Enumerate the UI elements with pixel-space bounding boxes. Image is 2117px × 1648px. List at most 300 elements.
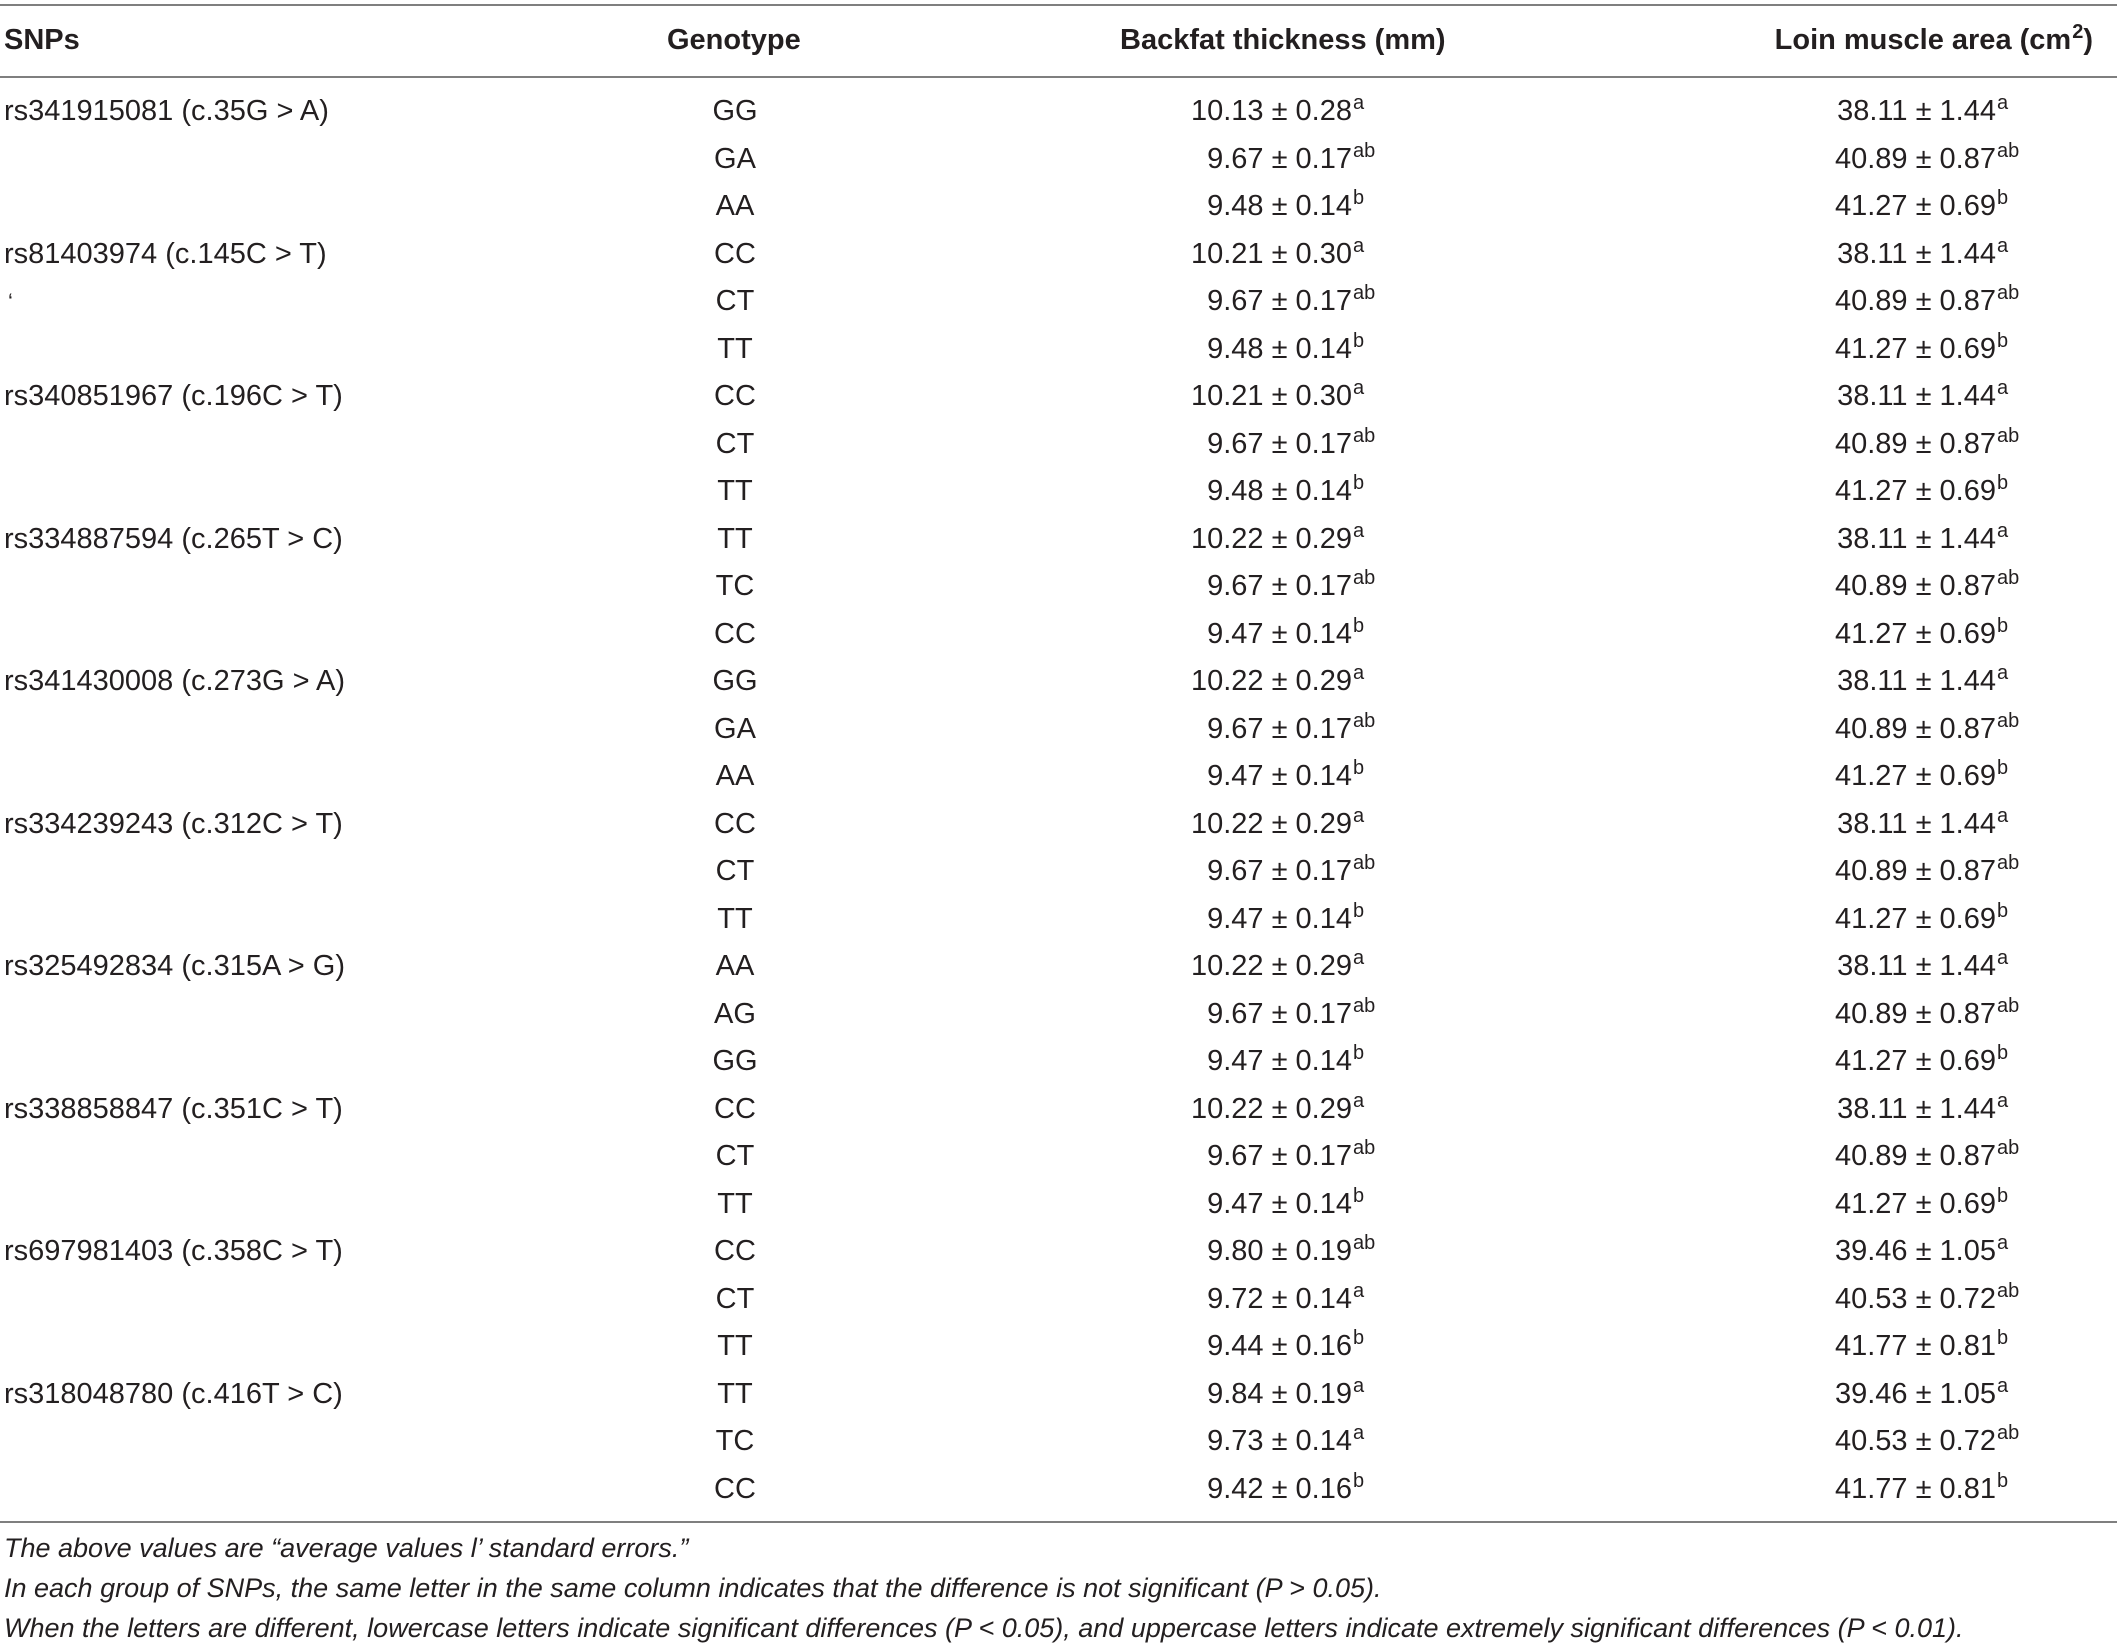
loin-area-cell-value: 38.11 ± 1.44 (1837, 237, 1996, 270)
genotype-text: TT (717, 1330, 753, 1362)
loin-area-cell-sup-box (1996, 1276, 2032, 1327)
backfat-cell-superscript: a (1353, 377, 1365, 399)
loin-area-cell-superscript: b (1997, 1469, 2009, 1492)
genotype-text: GA (714, 712, 756, 745)
backfat-cell-sup-box (1352, 991, 1388, 1042)
loin-area-cell-sup-box (1996, 1133, 2032, 1184)
backfat-cell (1207, 848, 1388, 899)
loin-area-cell-superscript: b (1997, 472, 2009, 494)
loin-area-cell-value: 40.53 ± 0.72 (1834, 1425, 1996, 1457)
loin-area-cell-superscript: a (1997, 1374, 2009, 1397)
backfat-cell (1207, 611, 1388, 662)
loin-area-cell-value: 38.11 ± 1.44 (1837, 950, 1996, 982)
backfat-cell-superscript: b (1353, 1184, 1365, 1207)
table-row (0, 231, 2117, 279)
backfat-cell-superscript: b (1353, 187, 1365, 209)
snp-cell: rs340851967 (c.196C > T) (4, 380, 343, 412)
genotype-text: AA (715, 950, 755, 982)
backfat-cell-value: 10.13 ± 0.28 (1190, 95, 1352, 127)
loin-area-cell-value: 41.27 ± 0.69 (1834, 475, 1996, 507)
backfat-cell-sup-box (1352, 563, 1388, 614)
table-row (0, 1371, 2117, 1419)
backfat-cell-superscript: ab (1353, 994, 1376, 1017)
backfat-cell (1207, 468, 1388, 519)
backfat-cell-sup-box (1352, 231, 1388, 282)
backfat-cell-sup-box (1352, 468, 1388, 519)
loin-area-cell-superscript: a (1997, 519, 2009, 542)
header-loin-muscle (1775, 20, 2093, 63)
table-row (0, 1181, 2117, 1229)
backfat-cell (1191, 231, 1388, 282)
loin-area-cell-superscript: b (1997, 1042, 2009, 1064)
loin-area-cell-sup-box (1996, 848, 2032, 899)
table-row (0, 1038, 2117, 1086)
table-row (0, 326, 2117, 374)
table-row (0, 1323, 2117, 1371)
backfat-cell-sup-box (1352, 421, 1388, 472)
backfat-cell (1207, 563, 1388, 614)
backfat-cell-value: 9.67 ± 0.17 (1207, 855, 1352, 887)
loin-area-cell-superscript: a (1997, 1089, 2009, 1112)
loin-area-cell-superscript: b (1997, 1184, 2009, 1207)
loin-area-cell-sup-box (1996, 991, 2032, 1042)
backfat-cell-superscript: ab (1353, 1232, 1376, 1254)
header-loin-text: Loin muscle area (cm (1774, 24, 2072, 56)
loin-area-cell-value: 40.53 ± 0.72 (1834, 1282, 1996, 1315)
table-row (0, 848, 2117, 896)
backfat-cell (1191, 943, 1388, 994)
loin-area-cell-value: 40.89 ± 0.87 (1834, 570, 1996, 602)
loin-area-cell-sup-box (1996, 278, 2032, 329)
loin-area-cell-sup-box (1996, 1038, 2032, 1089)
loin-area-cell-value: 41.27 ± 0.69 (1834, 332, 1996, 365)
loin-area-cell-value: 40.89 ± 0.87 (1834, 1140, 1996, 1172)
backfat-cell-value: 9.72 ± 0.14 (1207, 1282, 1352, 1315)
loin-area-cell-superscript: ab (1997, 424, 2020, 447)
backfat-cell-sup-box (1352, 1086, 1388, 1137)
backfat-cell (1191, 373, 1388, 424)
footnote-1: The above values are “average values l’ standard errors.” (4, 1533, 689, 1563)
genotype-text: CC (714, 1092, 756, 1125)
loin-area-cell-sup-box (1996, 231, 2032, 282)
table-row (0, 183, 2117, 231)
loin-area-cell-sup-box (1996, 1371, 2032, 1422)
backfat-cell (1207, 896, 1388, 947)
backfat-cell (1191, 801, 1388, 852)
backfat-cell-sup-box (1352, 1371, 1388, 1422)
loin-area-cell (1835, 136, 2032, 187)
genotype-text: TT (717, 332, 753, 365)
loin-area-cell-sup-box (1996, 88, 2032, 139)
genotype-text: TC (715, 570, 755, 602)
backfat-cell (1207, 183, 1388, 234)
loin-area-cell-value: 40.89 ± 0.87 (1834, 427, 1996, 460)
table-footnotes (4, 1528, 1964, 1648)
backfat-cell-superscript: b (1353, 1042, 1365, 1064)
table-row (0, 706, 2117, 754)
loin-area-cell-superscript: a (1997, 947, 2009, 969)
backfat-cell-value: 9.67 ± 0.17 (1207, 712, 1352, 745)
loin-area-cell-sup-box (1996, 943, 2032, 994)
loin-area-cell-value: 41.27 ± 0.69 (1834, 902, 1996, 935)
loin-area-cell-superscript: b (1997, 899, 2009, 922)
backfat-cell-value: 9.67 ± 0.17 (1207, 570, 1352, 602)
backfat-cell (1207, 1466, 1388, 1517)
header-genotype: Genotype (667, 24, 801, 56)
backfat-cell-sup-box (1352, 1323, 1388, 1374)
table-row (0, 136, 2117, 184)
backfat-cell-sup-box (1352, 848, 1388, 899)
genotype-text: CC (714, 807, 756, 840)
loin-area-cell (1835, 1228, 2032, 1279)
backfat-cell-sup-box (1352, 516, 1388, 567)
table-row (0, 801, 2117, 849)
genotype-text: CT (715, 1282, 755, 1315)
loin-area-cell-value: 41.27 ± 0.69 (1834, 617, 1996, 650)
table-row (0, 421, 2117, 469)
loin-area-cell (1835, 183, 2032, 234)
loin-area-cell-sup-box (1996, 658, 2032, 709)
table-row (0, 516, 2117, 564)
loin-area-cell-sup-box (1996, 1466, 2032, 1517)
snp-cell: rs338858847 (c.351C > T) (4, 1092, 343, 1125)
loin-area-cell-superscript: b (1997, 1327, 2009, 1349)
header-snps: SNPs (4, 24, 80, 56)
backfat-cell-superscript: ab (1353, 282, 1376, 304)
header-backfat: Backfat thickness (mm) (1120, 24, 1446, 56)
backfat-cell (1207, 326, 1388, 377)
loin-area-cell (1837, 943, 2032, 994)
stray-mark: ‘ (8, 289, 13, 314)
genotype-text: CT (715, 427, 755, 460)
loin-area-cell-value: 38.11 ± 1.44 (1837, 807, 1996, 840)
genotype-text: CT (715, 1140, 755, 1172)
table-row (0, 991, 2117, 1039)
loin-area-cell-sup-box (1996, 896, 2032, 947)
backfat-cell-value: 9.48 ± 0.14 (1207, 332, 1352, 365)
loin-area-cell-superscript: ab (1997, 1422, 2020, 1444)
loin-area-cell-superscript: a (1997, 234, 2009, 257)
backfat-cell (1207, 1371, 1388, 1422)
loin-area-cell-superscript: ab (1997, 852, 2020, 874)
backfat-cell-sup-box (1352, 1133, 1388, 1184)
backfat-cell-value: 9.84 ± 0.19 (1207, 1377, 1352, 1410)
loin-area-cell-value: 38.11 ± 1.44 (1837, 522, 1996, 555)
backfat-cell (1207, 1228, 1388, 1279)
genotype-text: CC (714, 237, 756, 270)
backfat-cell-sup-box (1352, 1038, 1388, 1089)
loin-area-cell-sup-box (1996, 1086, 2032, 1137)
backfat-cell (1191, 1086, 1388, 1137)
genotype-text: GG (712, 1045, 758, 1077)
table-row (0, 753, 2117, 801)
loin-area-cell-superscript: a (1997, 1232, 2009, 1254)
backfat-cell-superscript: a (1353, 1422, 1365, 1444)
loin-area-cell (1835, 326, 2032, 377)
loin-area-cell (1835, 753, 2032, 804)
snp-cell: rs318048780 (c.416T > C) (4, 1377, 343, 1410)
loin-area-cell-sup-box (1996, 801, 2032, 852)
snp-cell: rs341430008 (c.273G > A) (4, 665, 345, 697)
backfat-cell-value: 9.67 ± 0.17 (1207, 427, 1352, 460)
loin-area-cell-superscript: ab (1997, 567, 2020, 589)
table-row (0, 278, 2117, 326)
genotype-text: CC (714, 380, 756, 412)
loin-area-cell (1835, 706, 2032, 757)
loin-area-cell-sup-box (1996, 326, 2032, 377)
table-bottom-rule (0, 1521, 2117, 1523)
table-row (0, 658, 2117, 706)
backfat-cell (1207, 278, 1388, 329)
loin-area-cell-value: 41.27 ± 0.69 (1834, 760, 1996, 792)
loin-area-cell (1835, 1276, 2032, 1327)
genotype-text: CC (714, 617, 756, 650)
loin-area-cell-sup-box (1996, 1228, 2032, 1279)
backfat-cell-value: 9.67 ± 0.17 (1207, 997, 1352, 1030)
genotype-text: CT (715, 285, 755, 317)
loin-area-cell-value: 38.11 ± 1.44 (1837, 665, 1996, 697)
header-loin-close: ) (2083, 24, 2093, 56)
backfat-cell-sup-box (1352, 1181, 1388, 1232)
table-row (0, 943, 2117, 991)
loin-area-cell-superscript: ab (1997, 1279, 2020, 1302)
genotype-text: TT (717, 475, 753, 507)
backfat-cell-superscript: a (1353, 1374, 1365, 1397)
loin-area-cell-value: 38.11 ± 1.44 (1837, 95, 1996, 127)
backfat-cell (1207, 753, 1388, 804)
backfat-cell (1207, 1038, 1388, 1089)
genotype-text: AA (715, 760, 755, 792)
loin-area-cell-sup-box (1996, 516, 2032, 567)
loin-area-cell-superscript: b (1997, 329, 2009, 352)
backfat-cell (1191, 516, 1388, 567)
loin-area-cell (1835, 896, 2032, 947)
loin-area-cell (1837, 516, 2032, 567)
genotype-text: CT (715, 855, 755, 887)
backfat-cell (1191, 88, 1388, 139)
backfat-cell-superscript: ab (1353, 567, 1376, 589)
genotype-text: CC (714, 1472, 756, 1505)
loin-area-cell-sup-box (1996, 421, 2032, 472)
backfat-cell (1191, 658, 1388, 709)
backfat-cell-superscript: a (1353, 519, 1365, 542)
loin-area-cell-sup-box (1996, 373, 2032, 424)
loin-area-cell-value: 39.46 ± 1.05 (1834, 1377, 1996, 1410)
loin-area-cell-sup-box (1996, 1323, 2032, 1374)
loin-area-cell-superscript: ab (1997, 282, 2020, 304)
backfat-cell-value: 10.22 ± 0.29 (1190, 522, 1352, 555)
table-row (0, 1133, 2117, 1181)
loin-area-cell (1837, 373, 2032, 424)
backfat-cell (1207, 706, 1388, 757)
backfat-cell-sup-box (1352, 753, 1388, 804)
genotype-text: GA (714, 142, 756, 175)
snp-cell: rs81403974 (c.145C > T) (4, 237, 327, 270)
backfat-cell (1207, 1181, 1388, 1232)
table-row (0, 1228, 2117, 1276)
genotype-text: CC (714, 1235, 756, 1267)
loin-area-cell (1835, 421, 2032, 472)
backfat-cell (1207, 1133, 1388, 1184)
backfat-cell-sup-box (1352, 373, 1388, 424)
backfat-cell-sup-box (1352, 326, 1388, 377)
loin-area-cell-superscript: ab (1997, 139, 2020, 162)
loin-area-cell-superscript: ab (1997, 1137, 2020, 1159)
loin-area-cell-sup-box (1996, 1181, 2032, 1232)
backfat-cell-sup-box (1352, 658, 1388, 709)
backfat-cell-superscript: ab (1353, 852, 1376, 874)
backfat-cell-superscript: b (1353, 757, 1365, 779)
snp-cell: rs334239243 (c.312C > T) (4, 807, 343, 840)
table-top-rule (0, 4, 2117, 6)
loin-area-cell (1835, 1418, 2032, 1469)
loin-area-cell-sup-box (1996, 136, 2032, 187)
loin-area-cell-superscript: ab (1997, 994, 2020, 1017)
backfat-cell-superscript: a (1353, 947, 1365, 969)
loin-area-cell-value: 40.89 ± 0.87 (1834, 285, 1996, 317)
backfat-cell-superscript: b (1353, 472, 1365, 494)
backfat-cell-value: 10.21 ± 0.30 (1190, 380, 1352, 412)
loin-area-cell-value: 40.89 ± 0.87 (1834, 142, 1996, 175)
backfat-cell-value: 9.67 ± 0.17 (1207, 285, 1352, 317)
loin-area-cell (1837, 231, 2032, 282)
table-row (0, 1418, 2117, 1466)
backfat-cell-value: 9.47 ± 0.14 (1207, 760, 1352, 792)
loin-area-cell (1837, 88, 2032, 139)
backfat-cell-superscript: a (1353, 804, 1365, 827)
loin-area-cell (1835, 1371, 2032, 1422)
backfat-cell (1207, 1418, 1388, 1469)
genotype-text: TT (717, 1187, 753, 1220)
backfat-cell-superscript: a (1353, 1279, 1365, 1302)
backfat-cell-sup-box (1352, 896, 1388, 947)
loin-area-cell (1835, 278, 2032, 329)
loin-area-cell-superscript: a (1997, 377, 2009, 399)
backfat-cell-sup-box (1352, 136, 1388, 187)
loin-area-cell (1835, 1038, 2032, 1089)
table-row (0, 1466, 2117, 1514)
genotype-text: AA (715, 190, 755, 222)
backfat-cell-superscript: b (1353, 899, 1365, 922)
loin-area-cell-value: 39.46 ± 1.05 (1834, 1235, 1996, 1267)
backfat-cell-sup-box (1352, 88, 1388, 139)
table-row (0, 1086, 2117, 1134)
backfat-cell-value: 9.48 ± 0.14 (1207, 475, 1352, 507)
snp-cell: rs697981403 (c.358C > T) (4, 1235, 343, 1267)
footnote-2: In each group of SNPs, the same letter in the same column indicates that the difference is not significant (P > 0.05). (4, 1573, 1382, 1603)
backfat-cell-value: 9.42 ± 0.16 (1207, 1472, 1352, 1505)
backfat-cell-sup-box (1352, 706, 1388, 757)
loin-area-cell-value: 41.27 ± 0.69 (1834, 1045, 1996, 1077)
header-loin-superscript: 2 (2072, 21, 2084, 43)
backfat-cell-sup-box (1352, 943, 1388, 994)
backfat-cell-superscript: ab (1353, 1137, 1376, 1159)
loin-area-cell-superscript: a (1997, 662, 2009, 684)
genotype-text: TT (717, 1377, 753, 1410)
loin-area-cell (1835, 848, 2032, 899)
genotype-text: TC (715, 1425, 755, 1457)
genotype-text: GG (712, 665, 758, 697)
table-row (0, 88, 2117, 136)
loin-area-cell-sup-box (1996, 706, 2032, 757)
backfat-cell-superscript: b (1353, 1327, 1365, 1349)
loin-area-cell-superscript: a (1997, 804, 2009, 827)
table-row (0, 1276, 2117, 1324)
backfat-cell-value: 9.80 ± 0.19 (1207, 1235, 1352, 1267)
loin-area-cell-superscript: ab (1997, 709, 2020, 732)
backfat-cell-superscript: ab (1353, 709, 1376, 732)
backfat-cell-value: 9.47 ± 0.14 (1207, 617, 1352, 650)
loin-area-cell-sup-box (1996, 183, 2032, 234)
genotype-text: TT (717, 522, 753, 555)
loin-area-cell-value: 40.89 ± 0.87 (1834, 712, 1996, 745)
loin-area-cell (1835, 1181, 2032, 1232)
backfat-cell-sup-box (1352, 1418, 1388, 1469)
backfat-cell-superscript: a (1353, 234, 1365, 257)
loin-area-cell (1837, 658, 2032, 709)
backfat-cell (1207, 1323, 1388, 1374)
loin-area-cell (1837, 1086, 2032, 1137)
table-row (0, 896, 2117, 944)
loin-area-cell (1835, 1133, 2032, 1184)
loin-area-cell-superscript: b (1997, 187, 2009, 209)
table-row (0, 373, 2117, 421)
backfat-cell-value: 9.67 ± 0.17 (1207, 1140, 1352, 1172)
backfat-cell-value: 10.21 ± 0.30 (1190, 237, 1352, 270)
loin-area-cell-superscript: a (1997, 92, 2009, 114)
backfat-cell (1207, 1276, 1388, 1327)
footnote-3: When the letters are different, lowercase letters indicate significant differences (P < 0.05), and uppercase letters indicate extremely significant differences (P < 0.01). (4, 1613, 1964, 1643)
snp-cell: rs334887594 (c.265T > C) (4, 522, 343, 555)
backfat-cell-value: 10.22 ± 0.29 (1190, 807, 1352, 840)
loin-area-cell (1835, 1466, 2032, 1517)
backfat-cell-value: 9.48 ± 0.14 (1207, 190, 1352, 222)
backfat-cell-value: 10.22 ± 0.29 (1190, 950, 1352, 982)
loin-area-cell-value: 40.89 ± 0.87 (1834, 997, 1996, 1030)
loin-area-cell-value: 41.27 ± 0.69 (1834, 190, 1996, 222)
loin-area-cell-sup-box (1996, 611, 2032, 662)
backfat-cell-superscript: a (1353, 662, 1365, 684)
backfat-cell-value: 9.73 ± 0.14 (1207, 1425, 1352, 1457)
loin-area-cell-superscript: b (1997, 757, 2009, 779)
backfat-cell-superscript: ab (1353, 424, 1376, 447)
loin-area-cell (1837, 801, 2032, 852)
table-row (0, 611, 2117, 659)
loin-area-cell-value: 41.27 ± 0.69 (1834, 1187, 1996, 1220)
backfat-cell-superscript: a (1353, 92, 1365, 114)
loin-area-cell-value: 40.89 ± 0.87 (1834, 855, 1996, 887)
header-bottom-rule (0, 76, 2117, 78)
backfat-cell-sup-box (1352, 1228, 1388, 1279)
loin-area-cell-value: 41.77 ± 0.81 (1834, 1330, 1996, 1362)
loin-area-cell (1835, 611, 2032, 662)
loin-area-cell (1835, 468, 2032, 519)
backfat-cell-value: 10.22 ± 0.29 (1190, 665, 1352, 697)
loin-area-cell-value: 38.11 ± 1.44 (1837, 380, 1996, 412)
snp-cell: rs341915081 (c.35G > A) (4, 95, 329, 127)
loin-area-cell-sup-box (1996, 563, 2032, 614)
backfat-cell-value: 9.67 ± 0.17 (1207, 142, 1352, 175)
backfat-cell-value: 10.22 ± 0.29 (1190, 1092, 1352, 1125)
backfat-cell-sup-box (1352, 801, 1388, 852)
loin-area-cell-value: 41.77 ± 0.81 (1834, 1472, 1996, 1505)
table-row (0, 563, 2117, 611)
backfat-cell-superscript: a (1353, 1089, 1365, 1112)
backfat-cell-value: 9.47 ± 0.14 (1207, 1187, 1352, 1220)
backfat-cell (1207, 421, 1388, 472)
backfat-cell-superscript: ab (1353, 139, 1376, 162)
loin-area-cell-superscript: b (1997, 614, 2009, 637)
